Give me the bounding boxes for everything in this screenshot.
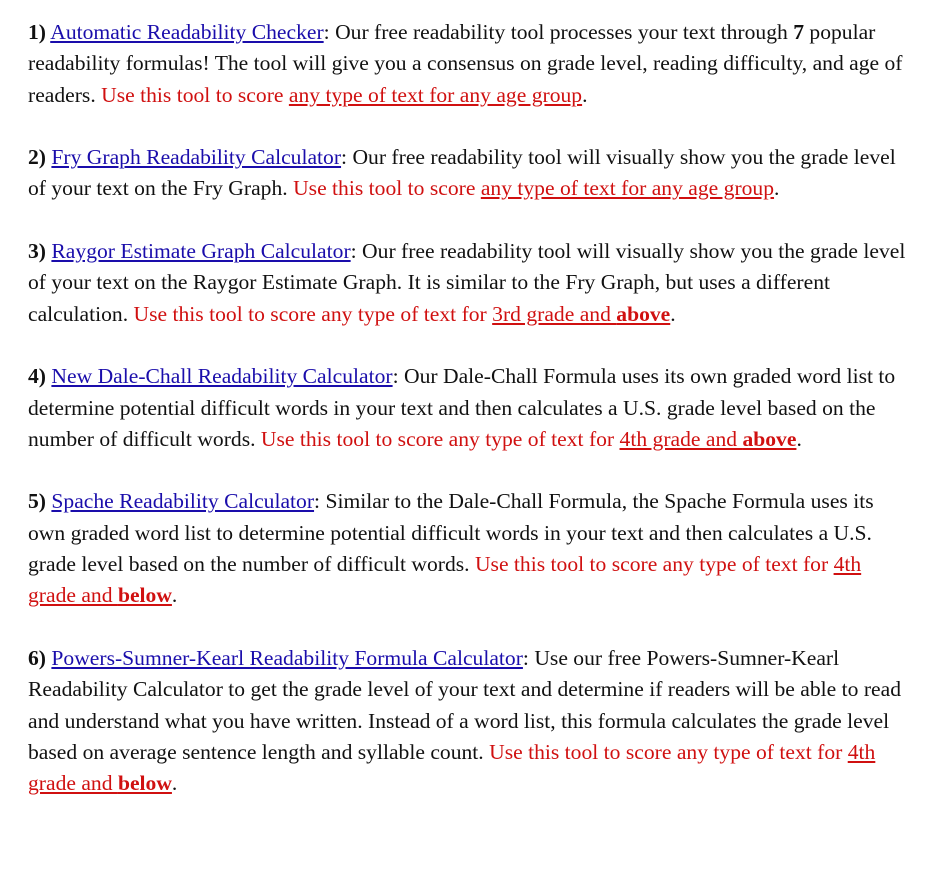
usage-direction: above xyxy=(616,301,671,326)
usage-direction: above xyxy=(742,426,797,451)
item-number: 6) xyxy=(28,645,46,670)
list-item-raygor-estimate-calculator xyxy=(28,236,912,330)
item-number: 1) xyxy=(28,20,46,44)
usage-note: Use this tool to score any type of text for xyxy=(133,301,493,326)
powers-sumner-kearl-calculator-link[interactable]: Powers-Sumner-Kearl Readability Formula Calculator xyxy=(51,645,523,670)
usage-note: Use this tool to score any type of text for xyxy=(489,739,848,764)
automatic-readability-checker-link[interactable]: Automatic Readability Checker xyxy=(50,20,324,44)
item-description: Our free readability tool will visually show you the grade level of your text on the Raygor Estimate Graph. It is similar to the Fry Graph, but uses a different calculation. xyxy=(28,239,906,326)
usage-audience: any type of text for any age group xyxy=(288,82,583,107)
raygor-estimate-calculator-link[interactable]: Raygor Estimate Graph Calculator xyxy=(51,239,351,264)
item-colon: : xyxy=(522,645,535,670)
usage-audience xyxy=(620,427,797,451)
fry-graph-calculator-link[interactable]: Fry Graph Readability Calculator xyxy=(51,145,342,170)
item-end: . xyxy=(171,771,178,796)
item-description: Our free readability tool processes your text through xyxy=(335,20,794,44)
item-description: Our free readability tool will visually show you the grade level of your text on the Fry Graph. xyxy=(28,145,896,201)
item-colon: : xyxy=(314,489,326,514)
usage-direction: below xyxy=(117,771,172,796)
usage-grade: 4th grade and xyxy=(28,552,862,608)
item-end: . xyxy=(774,176,780,201)
item-colon: : xyxy=(341,145,353,170)
item-number: 3) xyxy=(28,239,46,264)
list-item-new-dale-chall-calculator xyxy=(28,361,912,455)
item-number: 4) xyxy=(28,364,46,389)
usage-note: Use this tool to score any type of text for xyxy=(474,552,834,577)
usage-note: Use this tool to score xyxy=(101,82,289,107)
usage-direction: below xyxy=(117,583,172,608)
item-description-continued: popular readability formulas! The tool will give you a consensus on grade level, reading difficulty, and age of readers. xyxy=(28,20,903,107)
item-description: Our Dale-Chall Formula uses its own graded word list to determine potential difficult words in your text and then calculates a U.S. grade level based on the number of difficult words. xyxy=(28,364,896,451)
usage-note: Use this tool to score any type of text for xyxy=(260,426,620,451)
item-end: . xyxy=(582,82,588,107)
list-item-automatic-readability-checker xyxy=(28,17,912,111)
usage-audience xyxy=(492,302,670,326)
item-end: . xyxy=(796,426,802,451)
usage-note: Use this tool to score xyxy=(293,176,481,201)
item-colon: : xyxy=(323,20,336,44)
usage-audience: any type of text for any age group xyxy=(480,176,775,201)
list-item-fry-graph-calculator xyxy=(28,142,912,205)
item-number: 2) xyxy=(28,145,46,170)
item-description: Similar to the Dale-Chall Formula, the Spache Formula uses its own graded word list to determine potential difficult words in your text and then calculates a U.S. grade level based on the number of difficult words. xyxy=(28,489,874,577)
item-number: 5) xyxy=(28,489,46,514)
item-end: . xyxy=(171,583,178,608)
list-item-spache-calculator xyxy=(28,486,912,611)
item-colon: : xyxy=(392,364,405,389)
usage-grade: 4th grade and xyxy=(619,426,743,451)
list-item-powers-sumner-kearl-calculator xyxy=(28,643,912,799)
usage-grade: 3rd grade and xyxy=(492,301,617,326)
spache-calculator-link[interactable]: Spache Readability Calculator xyxy=(51,489,315,514)
usage-grade: 4th grade and xyxy=(28,739,876,796)
new-dale-chall-calculator-link[interactable]: New Dale-Chall Readability Calculator xyxy=(51,364,393,389)
item-colon: : xyxy=(350,239,363,264)
item-description: Use our free Powers-Sumner-Kearl Readability Calculator to get the grade level of your text and determine if readers will be able to read and understand what you have written. Instead of a word list, this formula calculates the grade level based on average sentence length and syllable count. xyxy=(28,645,902,764)
item-end: . xyxy=(670,301,676,326)
formula-count: 7 xyxy=(793,20,804,44)
